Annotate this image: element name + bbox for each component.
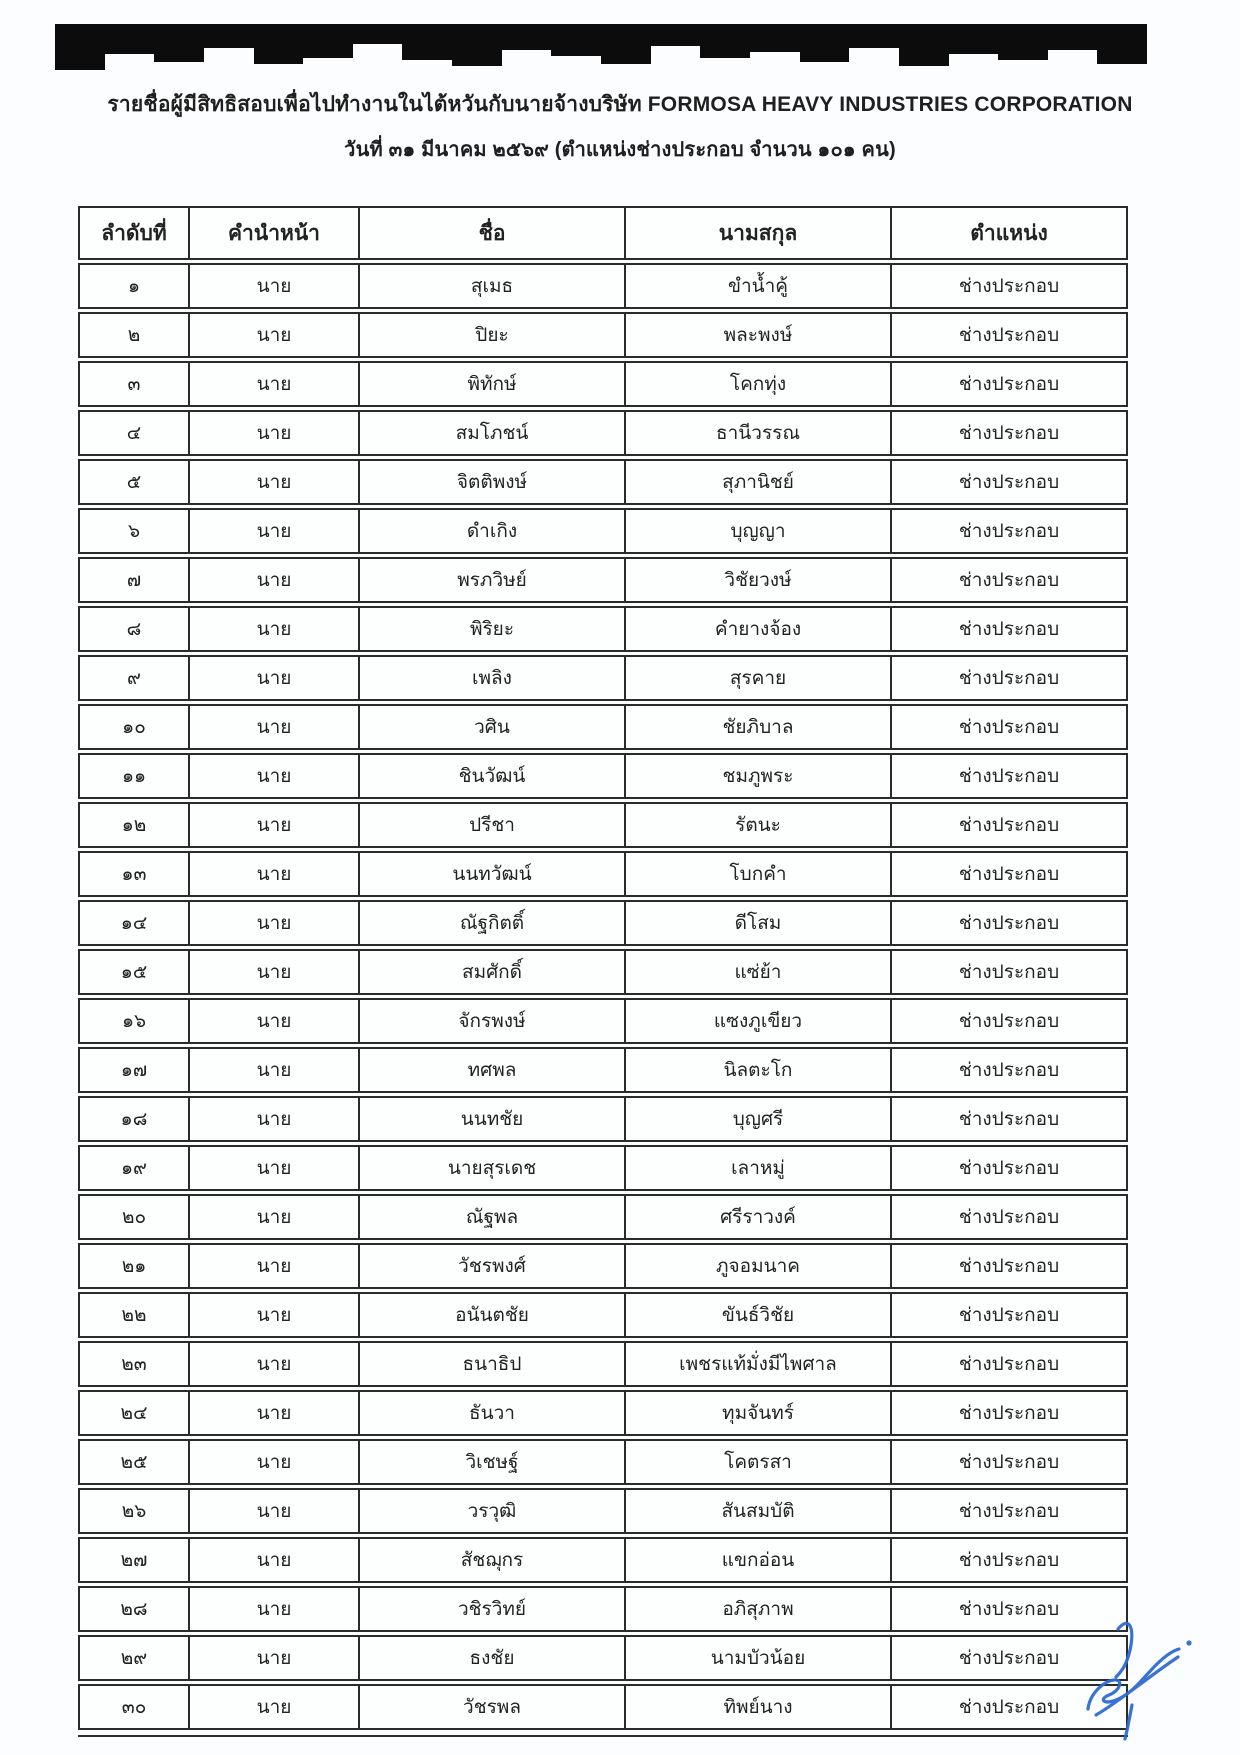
first-name-cell: วชิรวิทย์: [358, 1586, 624, 1632]
last-name-cell: แขกอ่อน: [624, 1537, 890, 1583]
row-number-cell: ๒: [78, 312, 188, 358]
first-name-cell: นนทชัย: [358, 1096, 624, 1142]
position-cell: ช่างประกอบ: [890, 851, 1128, 897]
first-name-cell: ทศพล: [358, 1047, 624, 1093]
first-name-cell: ปิยะ: [358, 312, 624, 358]
table-header: [78, 206, 1128, 260]
table-row: [78, 1537, 1128, 1583]
position-cell: ช่างประกอบ: [890, 1341, 1128, 1387]
first-name-cell: วรวุฒิ: [358, 1488, 624, 1534]
scan-artifact-segment: [1097, 24, 1147, 64]
row-number-cell: ๑๙: [78, 1145, 188, 1191]
first-name-cell: ณัฐพล: [358, 1194, 624, 1240]
table-row: [78, 606, 1128, 652]
scan-artifact-segment: [353, 24, 403, 44]
first-name-cell: ธันวา: [358, 1390, 624, 1436]
row-number-cell: ๒๑: [78, 1243, 188, 1289]
row-number-cell: ๑๕: [78, 949, 188, 995]
table-row: [78, 361, 1128, 407]
scan-artifact-segment: [204, 24, 254, 48]
table-row: [78, 263, 1128, 309]
first-name-cell: สุเมธ: [358, 263, 624, 309]
table-row: [78, 949, 1128, 995]
header-position: ตำแหน่ง: [890, 206, 1128, 260]
signature-dot: [1186, 1640, 1191, 1645]
table-row: [78, 410, 1128, 456]
table-row: [78, 508, 1128, 554]
last-name-cell: บุญศรี: [624, 1096, 890, 1142]
last-name-cell: ทิพย์นาง: [624, 1684, 890, 1730]
last-name-cell: ขันธ์วิชัย: [624, 1292, 890, 1338]
document-title-line2: วันที่ ๓๑ มีนาคม ๒๕๖๙ (ตำแหน่งช่างประกอบ จำนวน ๑๐๑ คน): [344, 139, 896, 161]
title-prefix-cell: นาย: [188, 557, 358, 603]
scan-artifact-segment: [1048, 24, 1098, 50]
position-cell: ช่างประกอบ: [890, 312, 1128, 358]
table-row: [78, 459, 1128, 505]
last-name-cell: พละพงษ์: [624, 312, 890, 358]
scan-artifact-segment: [998, 24, 1048, 60]
header-row-number: ลำดับที่: [78, 206, 188, 260]
table-row: [78, 655, 1128, 701]
last-name-cell: ศรีราวงค์: [624, 1194, 890, 1240]
title-prefix-cell: นาย: [188, 704, 358, 750]
position-cell: ช่างประกอบ: [890, 753, 1128, 799]
scan-artifact-segment: [551, 24, 601, 56]
position-cell: ช่างประกอบ: [890, 802, 1128, 848]
title-prefix-cell: นาย: [188, 900, 358, 946]
last-name-cell: สันสมบัติ: [624, 1488, 890, 1534]
table-row: [78, 312, 1128, 358]
position-cell: ช่างประกอบ: [890, 1047, 1128, 1093]
row-number-cell: ๕: [78, 459, 188, 505]
table-row: [78, 1341, 1128, 1387]
last-name-cell: ชมภูพระ: [624, 753, 890, 799]
scan-artifact-segment: [303, 24, 353, 58]
scan-artifact-segment: [899, 24, 949, 66]
first-name-cell: ดำเกิง: [358, 508, 624, 554]
title-prefix-cell: นาย: [188, 1439, 358, 1485]
header-row: [78, 206, 1128, 260]
row-number-cell: ๘: [78, 606, 188, 652]
first-name-cell: สัชฌุกร: [358, 1537, 624, 1583]
title-prefix-cell: นาย: [188, 1194, 358, 1240]
last-name-cell: โบกคำ: [624, 851, 890, 897]
last-name-cell: ขำน้ำคู้: [624, 263, 890, 309]
title-prefix-cell: นาย: [188, 1635, 358, 1681]
table-body: [78, 263, 1128, 1730]
first-name-cell: ชินวัฒน์: [358, 753, 624, 799]
row-number-cell: ๒๕: [78, 1439, 188, 1485]
position-cell: ช่างประกอบ: [890, 1390, 1128, 1436]
title-prefix-cell: นาย: [188, 1243, 358, 1289]
row-number-cell: ๑๔: [78, 900, 188, 946]
table-row: [78, 998, 1128, 1044]
title-prefix-cell: นาย: [188, 802, 358, 848]
last-name-cell: สุรคาย: [624, 655, 890, 701]
table-row: [78, 1243, 1128, 1289]
title-prefix-cell: นาย: [188, 459, 358, 505]
first-name-cell: ปรีชา: [358, 802, 624, 848]
table-row: [78, 704, 1128, 750]
scan-artifact-segment: [651, 24, 701, 46]
scan-artifact-segment: [750, 24, 800, 52]
last-name-cell: บุญญา: [624, 508, 890, 554]
title-prefix-cell: นาย: [188, 1341, 358, 1387]
table-row: [78, 1096, 1128, 1142]
row-number-cell: ๙: [78, 655, 188, 701]
position-cell: ช่างประกอบ: [890, 508, 1128, 554]
first-name-cell: นายสุรเดช: [358, 1145, 624, 1191]
title-prefix-cell: นาย: [188, 998, 358, 1044]
last-name-cell: โคกทุ่ง: [624, 361, 890, 407]
position-cell: ช่างประกอบ: [890, 606, 1128, 652]
row-number-cell: ๑๑: [78, 753, 188, 799]
document-title-line1: รายชื่อผู้มีสิทธิสอบเพื่อไปทำงานในไต้หวันกับนายจ้างบริษัท FORMOSA HEAVY INDUSTRIES CORPORATION: [107, 93, 1133, 116]
last-name-cell: นามบัวน้อย: [624, 1635, 890, 1681]
scan-artifact-band: [55, 24, 1147, 70]
table-row: [78, 1586, 1128, 1632]
first-name-cell: วิเชษฐ์: [358, 1439, 624, 1485]
header-title-prefix: คำนำหน้า: [188, 206, 358, 260]
title-prefix-cell: นาย: [188, 1537, 358, 1583]
row-number-cell: ๒๔: [78, 1390, 188, 1436]
table-row: [78, 1488, 1128, 1534]
title-prefix-cell: นาย: [188, 263, 358, 309]
table-row: [78, 557, 1128, 603]
row-number-cell: ๑๖: [78, 998, 188, 1044]
row-number-cell: ๒๘: [78, 1586, 188, 1632]
first-name-cell: สมศักดิ์: [358, 949, 624, 995]
position-cell: ช่างประกอบ: [890, 459, 1128, 505]
title-prefix-cell: นาย: [188, 508, 358, 554]
row-number-cell: ๑๗: [78, 1047, 188, 1093]
scan-artifact-segment: [700, 24, 750, 58]
title-prefix-cell: นาย: [188, 1390, 358, 1436]
last-name-cell: คำยางจ้อง: [624, 606, 890, 652]
title-prefix-cell: นาย: [188, 1488, 358, 1534]
candidates-table: [78, 203, 1128, 1733]
row-number-cell: ๑๒: [78, 802, 188, 848]
scan-artifact-segment: [154, 24, 204, 62]
row-number-cell: ๒๓: [78, 1341, 188, 1387]
last-name-cell: ธานีวรรณ: [624, 410, 890, 456]
position-cell: ช่างประกอบ: [890, 1684, 1128, 1730]
table-row: [78, 802, 1128, 848]
title-prefix-cell: นาย: [188, 361, 358, 407]
last-name-cell: ภูจอมนาค: [624, 1243, 890, 1289]
first-name-cell: จักรพงษ์: [358, 998, 624, 1044]
table-row: [78, 900, 1128, 946]
position-cell: ช่างประกอบ: [890, 361, 1128, 407]
last-name-cell: แซ่ย้า: [624, 949, 890, 995]
row-number-cell: ๑๘: [78, 1096, 188, 1142]
last-name-cell: ชัยภิบาล: [624, 704, 890, 750]
row-number-cell: ๒๙: [78, 1635, 188, 1681]
position-cell: ช่างประกอบ: [890, 1145, 1128, 1191]
first-name-cell: วัชรพงศ์: [358, 1243, 624, 1289]
last-name-cell: อภิสุภาพ: [624, 1586, 890, 1632]
table-row: [78, 1684, 1128, 1730]
table-row: [78, 1194, 1128, 1240]
title-prefix-cell: นาย: [188, 949, 358, 995]
title-prefix-cell: นาย: [188, 410, 358, 456]
row-number-cell: ๔: [78, 410, 188, 456]
table-row: [78, 1390, 1128, 1436]
last-name-cell: ทุมจันทร์: [624, 1390, 890, 1436]
position-cell: ช่างประกอบ: [890, 998, 1128, 1044]
scan-artifact-segment: [402, 24, 452, 60]
header-first-name: ชื่อ: [358, 206, 624, 260]
position-cell: ช่างประกอบ: [890, 1292, 1128, 1338]
first-name-cell: อนันตชัย: [358, 1292, 624, 1338]
position-cell: ช่างประกอบ: [890, 1194, 1128, 1240]
table-row: [78, 1439, 1128, 1485]
first-name-cell: วัชรพล: [358, 1684, 624, 1730]
first-name-cell: วศิน: [358, 704, 624, 750]
table-row: [78, 1047, 1128, 1093]
row-number-cell: ๓๐: [78, 1684, 188, 1730]
scan-artifact-segment: [949, 24, 999, 54]
last-name-cell: ดีโสม: [624, 900, 890, 946]
row-number-cell: ๓: [78, 361, 188, 407]
position-cell: ช่างประกอบ: [890, 655, 1128, 701]
position-cell: ช่างประกอบ: [890, 557, 1128, 603]
row-number-cell: ๒๗: [78, 1537, 188, 1583]
position-cell: ช่างประกอบ: [890, 1439, 1128, 1485]
position-cell: ช่างประกอบ: [890, 1243, 1128, 1289]
scan-artifact-segment: [105, 24, 155, 54]
position-cell: ช่างประกอบ: [890, 900, 1128, 946]
title-prefix-cell: นาย: [188, 1145, 358, 1191]
last-name-cell: เพชรแท้มั่งมีไพศาล: [624, 1341, 890, 1387]
last-name-cell: แซงภูเขียว: [624, 998, 890, 1044]
title-prefix-cell: นาย: [188, 753, 358, 799]
first-name-cell: จิตติพงษ์: [358, 459, 624, 505]
scan-artifact-segment: [601, 24, 651, 64]
title-prefix-cell: นาย: [188, 1586, 358, 1632]
scan-artifact-segment: [55, 24, 105, 70]
last-name-cell: วิชัยวงษ์: [624, 557, 890, 603]
last-name-cell: รัตนะ: [624, 802, 890, 848]
table-row: [78, 1635, 1128, 1681]
title-prefix-cell: นาย: [188, 312, 358, 358]
candidates-table-wrap: [78, 203, 1128, 1737]
row-number-cell: ๒๒: [78, 1292, 188, 1338]
position-cell: ช่างประกอบ: [890, 1635, 1128, 1681]
first-name-cell: พิริยะ: [358, 606, 624, 652]
first-name-cell: เพลิง: [358, 655, 624, 701]
position-cell: ช่างประกอบ: [890, 1488, 1128, 1534]
first-name-cell: ธนาธิป: [358, 1341, 624, 1387]
header-last-name: นามสกุล: [624, 206, 890, 260]
table-row: [78, 1145, 1128, 1191]
row-number-cell: ๖: [78, 508, 188, 554]
position-cell: ช่างประกอบ: [890, 949, 1128, 995]
last-name-cell: เลาหมู่: [624, 1145, 890, 1191]
table-row: [78, 1292, 1128, 1338]
title-prefix-cell: นาย: [188, 655, 358, 701]
title-prefix-cell: นาย: [188, 606, 358, 652]
row-number-cell: ๒๐: [78, 1194, 188, 1240]
position-cell: ช่างประกอบ: [890, 1537, 1128, 1583]
title-prefix-cell: นาย: [188, 1684, 358, 1730]
row-number-cell: ๑๐: [78, 704, 188, 750]
scan-artifact-segment: [452, 24, 502, 66]
table-row: [78, 753, 1128, 799]
title-prefix-cell: นาย: [188, 851, 358, 897]
first-name-cell: สมโภชน์: [358, 410, 624, 456]
first-name-cell: พรภวิษย์: [358, 557, 624, 603]
position-cell: ช่างประกอบ: [890, 1586, 1128, 1632]
last-name-cell: โคตรสา: [624, 1439, 890, 1485]
scan-artifact-segment: [849, 24, 899, 48]
position-cell: ช่างประกอบ: [890, 410, 1128, 456]
first-name-cell: ธงชัย: [358, 1635, 624, 1681]
table-row: [78, 851, 1128, 897]
title-prefix-cell: นาย: [188, 1096, 358, 1142]
title-prefix-cell: นาย: [188, 1292, 358, 1338]
scan-artifact-segment: [254, 24, 304, 64]
row-number-cell: ๒๖: [78, 1488, 188, 1534]
scan-artifact-segment: [800, 24, 850, 62]
position-cell: ช่างประกอบ: [890, 1096, 1128, 1142]
first-name-cell: พิทักษ์: [358, 361, 624, 407]
row-number-cell: ๗: [78, 557, 188, 603]
title-prefix-cell: นาย: [188, 1047, 358, 1093]
row-number-cell: ๑๓: [78, 851, 188, 897]
scan-artifact-segment: [502, 24, 552, 50]
last-name-cell: นิลตะโก: [624, 1047, 890, 1093]
position-cell: ช่างประกอบ: [890, 704, 1128, 750]
first-name-cell: ณัฐกิตติ์: [358, 900, 624, 946]
first-name-cell: นนทวัฒน์: [358, 851, 624, 897]
last-name-cell: สุภานิชย์: [624, 459, 890, 505]
position-cell: ช่างประกอบ: [890, 263, 1128, 309]
row-number-cell: ๑: [78, 263, 188, 309]
